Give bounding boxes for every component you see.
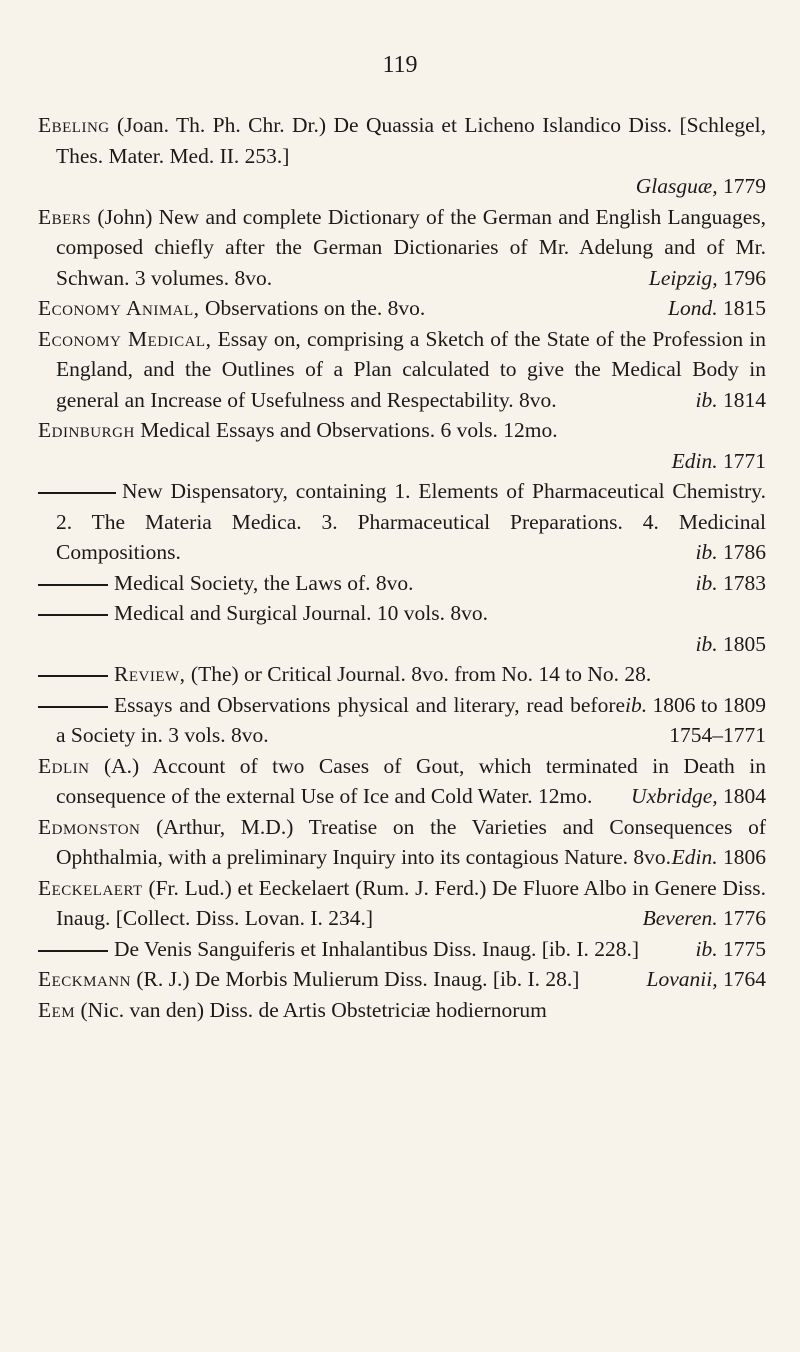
entry-edinburgh-society [38, 568, 766, 599]
ditto-dash [38, 492, 116, 494]
entry-edinburgh-essays [38, 415, 766, 476]
entry-ebers [38, 202, 766, 294]
entry-head: Edlin [38, 753, 90, 778]
entry-year: 1754–1771 [669, 723, 766, 747]
entry-year: 1796 [723, 265, 766, 290]
page-number: 119 [382, 52, 418, 78]
entry-economy-animal [38, 293, 766, 324]
entry-text: Observations on the. 8vo. [204, 296, 426, 320]
entry-year: 1764 [723, 967, 766, 991]
entry-head: Eem [38, 997, 76, 1022]
entry-place: ib. [695, 936, 718, 961]
entry-year: 1776 [723, 906, 766, 930]
entry-eeckelaert [38, 873, 766, 934]
entry-head: Edinburgh [38, 418, 135, 442]
bibliography-entries [38, 110, 766, 1025]
entry-place: Edin. [671, 448, 718, 473]
entry-head: Ebeling [38, 113, 110, 137]
ditto-dash [38, 584, 108, 586]
entry-ebeling [38, 110, 766, 202]
entry-year: 1775 [723, 936, 766, 961]
entry-place: Beveren. [642, 906, 718, 930]
entry-place: ib. [695, 631, 718, 656]
entry-edinburgh-review [38, 659, 766, 717]
entry-text: (A.) Account of two Cases of Gout, which terminated in Death in consequence of the external Use of Ice and Cold Water. 12mo. [56, 753, 766, 808]
entry-text: (R. J.) De Morbis Mulierum Diss. Inaug. [ib. I. 28.] [136, 967, 580, 991]
entry-edmonston [38, 812, 766, 873]
entry-eem [38, 995, 766, 1026]
entry-place: ib. [695, 540, 718, 564]
entry-place: ib. [695, 387, 718, 412]
entry-text: Essay on, comprising a Sketch of the State of the Profession in England, and the Outlines of a Plan calculated to give the Medical Body in general an Increase of Usefulness and Respectability. 8vo. [56, 326, 766, 412]
ditto-dash [38, 950, 108, 952]
entry-year: 1804 [723, 784, 766, 808]
entry-head: Economy Animal, [38, 296, 200, 320]
entry-year: 1771 [723, 448, 766, 473]
entry-text: Medical Society, the Laws of. 8vo. [114, 570, 414, 595]
entry-economy-medical [38, 324, 766, 416]
entry-edlin [38, 751, 766, 812]
entry-head: Eeckmann [38, 967, 131, 991]
entry-head: Ebers [38, 204, 92, 229]
entry-place: Uxbridge, [631, 784, 718, 808]
entry-year: 1806 to 1809 [652, 692, 766, 717]
entry-head: Edmonston [38, 814, 141, 839]
ditto-dash [38, 706, 108, 708]
entry-text: (Nic. van den) Diss. de Artis Obstetriciæ hodiernorum [80, 997, 547, 1022]
entry-year: 1806 [723, 845, 766, 869]
entry-head: Review, [114, 662, 186, 686]
entry-eeckelaert-venis [38, 934, 766, 965]
entry-edinburgh-journal [38, 598, 766, 659]
entry-place: Edin. [671, 845, 718, 869]
entry-text: (Fr. Lud.) et Eeckelaert (Rum. J. Ferd.) De Fluore Albo in Genere Diss. Inaug. [Collect. Diss. Lovan. I. 234.] [56, 875, 767, 930]
entry-place: Leipzig, [648, 265, 718, 290]
entry-year: 1814 [723, 387, 766, 412]
entry-text: Medical and Surgical Journal. 10 vols. 8vo. [114, 601, 489, 625]
entry-year: 1815 [723, 296, 766, 320]
entry-text: (John) New and complete Dictionary of the German and English Languages, composed chiefly after the German Dictionaries of Mr. Adelung and of Mr. Schwan. 3 volumes. 8vo. [56, 204, 767, 290]
entry-place: Glasguæ, [635, 174, 718, 198]
entry-text: Essays and Observations physical and literary, read before a Society in. 3 vols. 8vo. [56, 692, 626, 747]
entry-place: Lond. [668, 296, 718, 320]
entry-head: Economy Medical, [38, 326, 212, 351]
entry-text: New Dispensatory, containing 1. Elements of Pharmaceutical Chemistry. 2. The Materia Medica. 3. Pharmaceutical Preparations. 4. Medicinal Compositions. [56, 479, 766, 564]
entry-year: 1783 [723, 570, 766, 595]
ditto-dash [38, 614, 108, 616]
entry-eeckmann [38, 964, 766, 995]
entry-head: Eeckelaert [38, 875, 143, 900]
entry-edinburgh-dispensatory [38, 476, 766, 568]
entry-place: Lovanii, [646, 967, 718, 991]
entry-year: 1805 [723, 631, 766, 656]
entry-text: (Arthur, M.D.) Treatise on the Varieties and Consequences of Ophthalmia, with a preliminary Inquiry into its contagious Nature. 8vo. [56, 814, 766, 869]
entry-text: (The) or Critical Journal. 8vo. from No. 14 to No. 28. [190, 662, 652, 686]
entry-year: 1786 [723, 540, 766, 564]
ditto-dash [38, 675, 108, 677]
entry-place: ib. [625, 692, 648, 717]
entry-place: ib. [695, 570, 718, 595]
entry-year: 1779 [723, 174, 766, 198]
entry-text: (Joan. Th. Ph. Chr. Dr.) De Quassia et Licheno Islandico Diss. [Schlegel, Thes. Mater. Med. II. 253.] [56, 113, 767, 168]
entry-text: De Venis Sanguiferis et Inhalantibus Diss. Inaug. [ib. I. 228.] [114, 936, 640, 961]
entry-text: Medical Essays and Observations. 6 vols. 12mo. [140, 418, 558, 442]
